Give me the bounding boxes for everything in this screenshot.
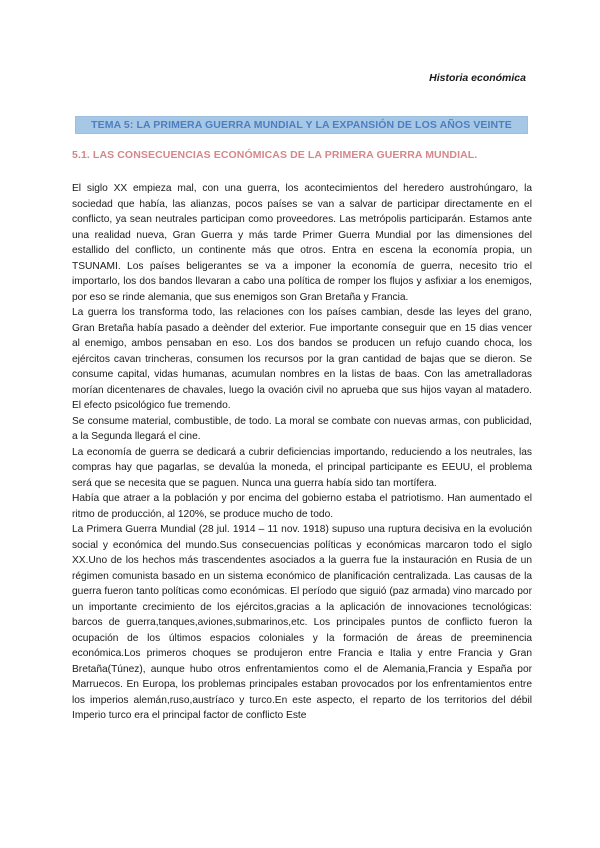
paragraph: La economía de guerra se dedicará a cubrir deficiencias importando, reduciendo a los neutrales, las compras hay que pagarlas, se devalúa la moneda, el principal participante es EEUU, el problema será que se necesita que se paguen. Nunca una guerra había sido tan mortífera. — [72, 446, 532, 489]
section-heading: 5.1. LAS CONSECUENCIAS ECONÓMICAS DE LA PRIMERA GUERRA MUNDIAL. — [72, 149, 478, 161]
paragraph: La guerra los transforma todo, las relaciones con los países cambian, desde las leyes del grano, Gran Bretaña había pasado a deènder del exterior. Fue importante conseguir que en 15 dias vencer al enemigo, ambos pensaban en eso. Los dos bandos se producen un refujo cuando choca, los ejércitos cavan trincheras, consumen los recursos por la gran cantidad de bajas que se dieron. Se consume capital, vidas humanas, acumulan nombres en la listas de baas. Con las ametralladoras morían dicentenares de chavales, luego la ovación civil no aprueba que sus hijos vayan al matadero. El efecto psicológico fue tremendo. — [72, 307, 532, 411]
chapter-title: TEMA 5: LA PRIMERA GUERRA MUNDIAL Y LA EXPANSIÓN DE LOS AÑOS VEINTE — [75, 116, 528, 134]
paragraph: Se consume material, combustible, de todo. La moral se combate con nuevas armas, con publicidad, a la Segunda llegará el cine. — [72, 415, 532, 442]
body-text — [72, 181, 532, 724]
paragraph: La Primera Guerra Mundial (28 jul. 1914 – 11 nov. 1918) supuso una ruptura decisiva en la evolución social y económica del mundo.Sus consecuencias políticas y económicas marcaron todo el siglo XX.Uno de los hechos más trascendentes asociados a la guerra fue la instauración en Rusia de un régimen comunista basado en un sistema económico de planificación centralizada. Las causas de la guerra fueron tanto políticas como económicas. El período que siguió (paz armada) vino marcado por un importante crecimiento de los ejércitos,gracias a la aplicación de innovaciones tecnológicas: barcos de guerra,tanques,aviones,submarinos,etc. Los principales puntos de conflicto fueron la ocupación de los últimos espacios coloniales y la formación de áreas de preeminencia económica.Los primeros choques se produjeron entre Francia e Italia y entre Francia y Gran Bretaña(Túnez), aunque hubo otros enfrentamientos como el de Alemania,Francia y España por Marruecos. En Europa, los problemas principales estaban provocados por los enfrentamientos entre los imperios alemán,ruso,austríaco y turco.En este aspecto, el reparto de los territorios del débil Imperio turco era el principal factor de conflicto Este — [72, 524, 532, 721]
running-header: Historia económica — [429, 72, 526, 84]
paragraph: Había que atraer a la población y por encima del gobierno estaba el patriotismo. Han aumentado el ritmo de producción, al 120%, se produce mucho de todo. — [72, 493, 532, 520]
paragraph: El siglo XX empieza mal, con una guerra, los acontecimientos del heredero austrohúngaro, la sociedad que había, las alianzas, pocos países se van a salvar de participar directamente en el conflicto, ya sean neutrales participan como proveedores. Las metrópolis participarán. Estamos ante una realidad nueva, Gran Guerra y más tarde Primer Guerra Mundial por las dimensiones del estallido del conflicto, un continente más que otros. Entra en escena la economía propia, un TSUNAMI. Los países beligerantes se va a imponer la economía de guerra, necesito trio el importarlo, los dos bandos llevaran a cabo una política de romper los flujos y asfixiar a los enemigos, por eso se rinde alemania, que sus enemigos son Gran Bretaña y Francia. — [72, 183, 532, 303]
